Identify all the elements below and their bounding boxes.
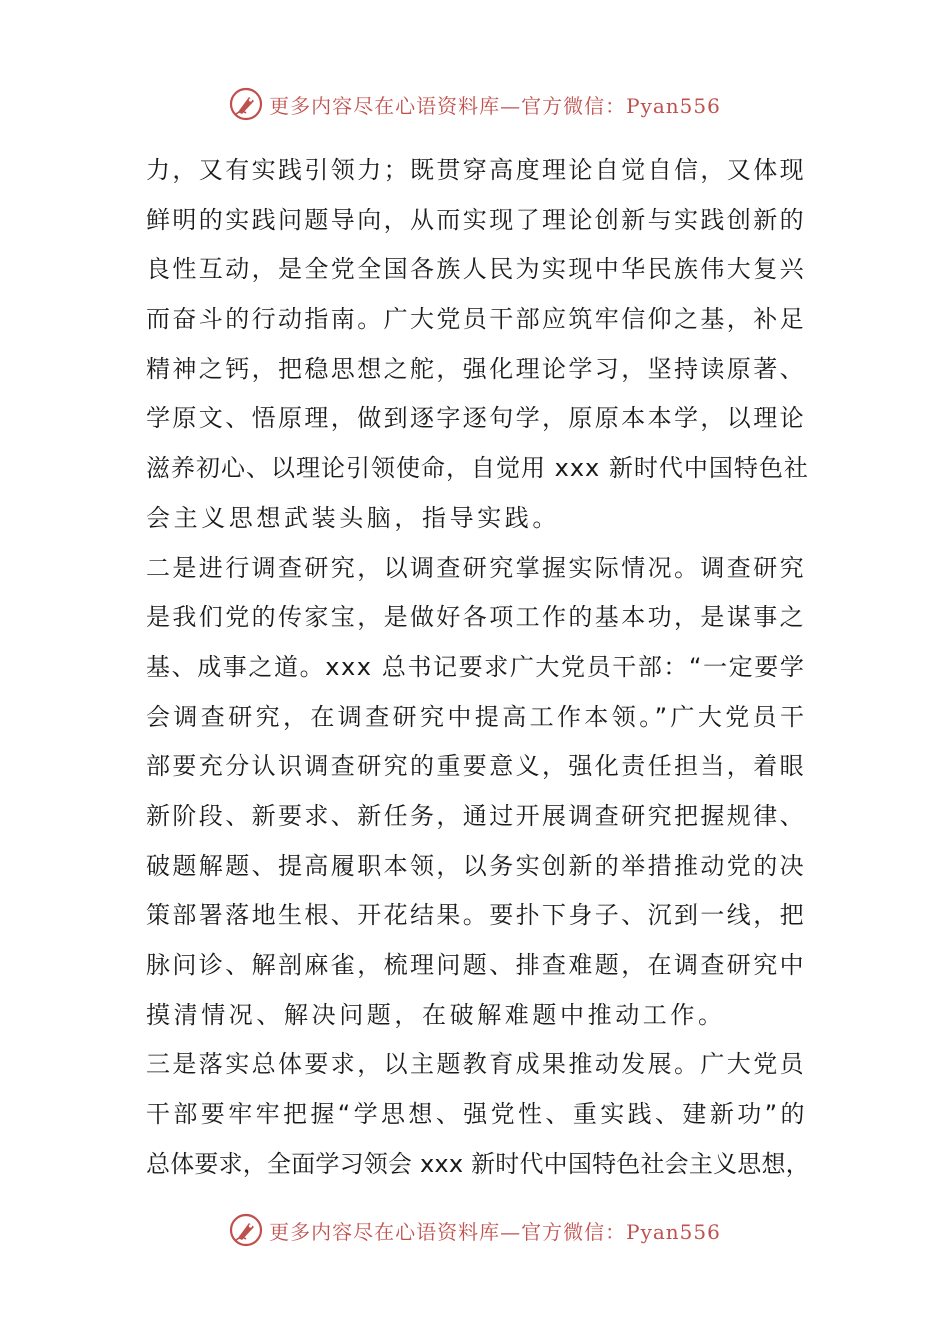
body-line: 滋养初心、以理论引领使命，自觉用 xxx 新时代中国特色社	[146, 454, 809, 483]
header-banner	[0, 84, 950, 124]
body-line: 摸清情况、解决问题，在破解难题中推动工作。	[146, 1000, 726, 1029]
body-line: 鲜明的实践问题导向，从而实现了理论创新与实践创新的	[146, 205, 806, 234]
body-line: 脉问诊、解剖麻雀，梳理问题、排查难题，在调查研究中	[146, 951, 806, 979]
body-line: 而奋斗的行动指南。广大党员干部应筑牢信仰之基，补足	[146, 305, 806, 334]
body-line: 基、成事之道。xxx 总书记要求广大党员干部：“一定要学	[146, 652, 806, 681]
body-line: 学原文、悟原理，做到逐字逐句学，原原本本学，以理论	[146, 404, 806, 433]
document-body	[146, 146, 810, 1189]
body-line: 新阶段、新要求、新任务，通过开展调查研究把握规律、	[146, 801, 806, 830]
body-line: 二是进行调查研究，以调查研究掌握实际情况。调查研究	[146, 553, 806, 582]
body-line: 部要充分认识调查研究的重要意义，强化责任担当，着眼	[146, 752, 806, 781]
body-line: 总体要求，全面学习领会 xxx 新时代中国特色社会主义思想，	[146, 1149, 810, 1178]
body-line: 力，又有实践引领力；既贯穿高度理论自觉自信，又体现	[146, 156, 806, 184]
footer-banner	[0, 1210, 950, 1250]
body-line: 三是落实总体要求，以主题教育成果推动发展。广大党员	[146, 1050, 806, 1079]
body-line: 干部要牢牢把握“学思想、强党性、重实践、建新功”的	[146, 1100, 808, 1129]
footer-banner-text: 更多内容尽在心语资料库—官方微信：Pyan556	[269, 1219, 721, 1244]
body-line: 策部署落地生根、开花结果。要扑下身子、沉到一线，把	[146, 901, 806, 930]
body-line: 破题解题、提高履职本领，以务实创新的举措推动党的决	[146, 851, 806, 880]
pen-nib-logo-icon	[229, 1213, 263, 1247]
pen-nib-logo-icon	[229, 87, 263, 121]
body-line: 会调查研究，在调查研究中提高工作本领。”广大党员干	[146, 702, 808, 731]
body-line: 良性互动，是全党全国各族人民为实现中华民族伟大复兴	[146, 255, 806, 284]
body-line: 是我们党的传家宝，是做好各项工作的基本功，是谋事之	[146, 603, 806, 632]
body-line: 精神之钙，把稳思想之舵，强化理论学习，坚持读原著、	[146, 354, 806, 383]
header-banner-text: 更多内容尽在心语资料库—官方微信：Pyan556	[269, 93, 721, 118]
body-line: 会主义思想武装头脑，指导实践。	[146, 503, 560, 532]
